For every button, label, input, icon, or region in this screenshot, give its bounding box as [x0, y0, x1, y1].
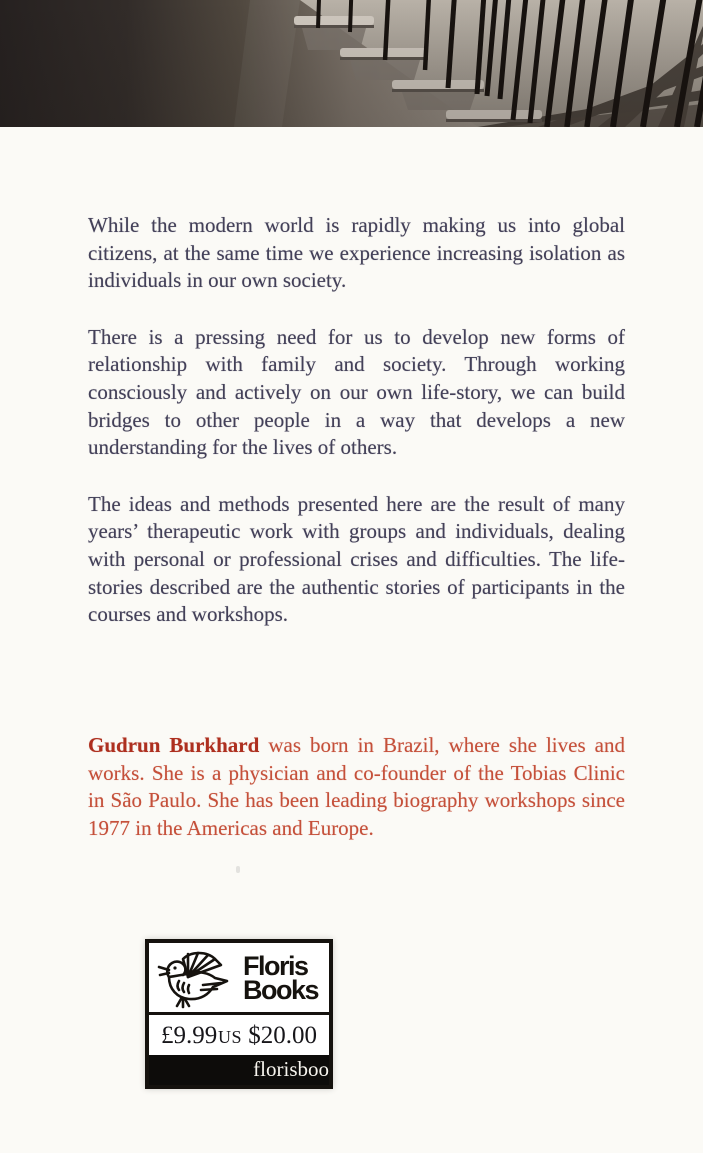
- floris-dove-logo-icon: [155, 947, 241, 1009]
- author-bio-text: was born in Brazil, where she lives and works. She is a physician and co-founder of the Tobias Clinic in São Paulo. She has been leading biography workshops since 1977 in the Americas and Europe.: [88, 733, 625, 840]
- publisher-name-line2: Books: [243, 974, 319, 1005]
- price-usd-label: US: [217, 1027, 242, 1047]
- author-bio: [88, 732, 625, 842]
- publisher-website-bar: [149, 1055, 329, 1085]
- price-usd-value: $20.00: [248, 1022, 317, 1049]
- blurb-paragraph-3: The ideas and methods presented here are the result of many years’ therapeutic work with groups and individuals, dealing with personal or professional crises and difficulties. The life-stories described are the authentic stories of participants in the courses and workshops.: [88, 491, 625, 627]
- print-speck: [236, 866, 240, 873]
- price-row: [149, 1012, 329, 1055]
- blurb-paragraph-1: While the modern world is rapidly making us into global citizens, at the same time we experience increasing isolation as individuals in our own society.: [88, 213, 625, 293]
- staircase-photo-art: [0, 0, 703, 127]
- blurb-paragraph-2: There is a pressing need for us to develop new forms of relationship with family and society. Through working consciously and actively on our own life-story, we can build bridges to other people in a way that develops a new understanding for the lives of others.: [88, 324, 625, 460]
- publisher-website-text: florisboo: [253, 1057, 329, 1081]
- staircase-photo: [0, 0, 703, 127]
- blurb-text: [88, 212, 625, 629]
- publisher-name-line1: Floris: [243, 950, 308, 981]
- publisher-price-block: [145, 939, 333, 1089]
- price-gbp: £9.99: [161, 1022, 218, 1049]
- price-usd: [218, 1022, 317, 1050]
- publisher-wordmark: [243, 950, 319, 1005]
- publisher-logo-row: [149, 943, 329, 1012]
- author-name: Gudrun Burkhard: [88, 733, 260, 757]
